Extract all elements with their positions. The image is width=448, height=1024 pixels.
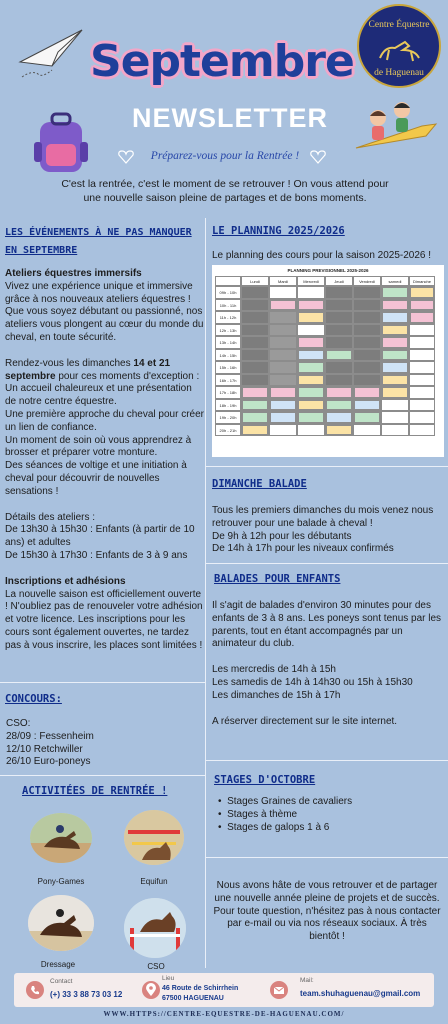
planning-hour-label: 09h - 10h [215,286,241,299]
photo-equifun [124,810,184,865]
concours-title: CONCOURS: [5,693,62,705]
planning-table [212,265,444,457]
ateliers-line-2: Une première approche du cheval pour créer un lien de confiance. [5,408,204,433]
planning-course-block [298,375,324,386]
location-icon [142,981,160,999]
planning-course-block [326,400,352,411]
planning-cell [269,361,297,374]
planning-day-header: Lundi [241,276,269,286]
enfants-line-2: Les samedis de 14h à 14h30 ou 15h à 15h30 [212,676,413,688]
stages-item-text: Stages de galops 1 à 6 [227,821,330,833]
lieu-line-2: 67500 HAGUENAU [162,995,224,1002]
separator-right-3 [205,760,448,761]
footer-bar [14,973,434,1007]
planning-course-block [382,325,408,336]
planning-cell [269,324,297,337]
enfants-block [212,600,442,728]
planning-course-block [326,425,352,436]
planning-cell [325,361,353,374]
intro-text: C'est la rentrée, c'est le moment de se retrouver ! On vous attend pour une nouvelle saison pleine de partages et de bons moments. [61,178,389,204]
planning-cell [297,286,325,299]
planning-cell [269,286,297,299]
contact-phone[interactable]: (+) 33 3 88 73 03 12 [50,990,123,999]
planning-cell [381,399,409,412]
planning-course-block [382,362,408,373]
planning-course-block [270,412,296,423]
planning-course-block [410,300,434,311]
dimanche-line-2: De 9h à 12h pour les débutants [212,530,352,542]
planning-cell [325,299,353,312]
planning-cell [409,361,435,374]
lieu-label: Lieu [162,975,175,982]
planning-course-block [298,400,324,411]
details-line-1: De 13h30 à 15h30 : Enfants (à partir de 10 ans) et adultes [5,524,195,549]
logo-line2: de Haguenau [374,68,424,78]
page-title: Septembre [90,36,354,87]
concours-item: 28/09 : Fessenheim [6,730,94,742]
enfants-text: Il s'agit de balades d'environ 30 minutes pour des enfants de 3 à 8 ans. Les poneys sont tenus par les parents, tout en étant accompagnés par un animateur du club. [212,600,442,650]
planning-course-block [410,312,434,323]
planning-cell [409,399,435,412]
planning-course-block [242,412,268,423]
caption-dressage: Dressage [40,960,76,969]
planning-cell [353,324,381,337]
planning-hour-label: 16h - 17h [215,374,241,387]
separator-right-4 [205,857,448,858]
planning-hour-label: 11h - 12h [215,311,241,324]
planning-cell [381,424,409,437]
page-subtitle: NEWSLETTER [132,103,328,133]
planning-cell [353,336,381,349]
planning-hour-label: 15h - 16h [215,361,241,374]
planning-intro: Le planning des cours pour la saison 2025-2026 ! [212,250,432,261]
dimanche-block [212,505,440,556]
planning-cell [353,311,381,324]
caption-pony-games: Pony-Games [37,877,85,886]
stages-item: • Stages Graines de cavaliers [218,796,353,807]
planning-corner [215,276,241,286]
caption-cso: CSO [147,962,165,971]
caption-equifun: Equifun [140,877,168,886]
mail-icon [270,981,288,999]
dates-text-b: 14 et 21 septembre [5,357,171,382]
planning-cell [325,336,353,349]
closing-text: Nous avons hâte de vous retrouver et de partager une nouvelle année pleine de projets et de succès. Pour toute question, n'hésitez pas à nous contacter par e-mail ou via nos réseaux sociaux. À très bientôt ! [213,880,441,943]
planning-cell [269,374,297,387]
mail-address[interactable]: team.shuhaguenau@gmail.com [300,989,421,998]
separator-right-2 [205,563,448,564]
events-title: LES ÉVÉNEMENTS À NE PAS MANQUER EN SEPTEMBRE [5,227,192,256]
dimanche-line-1: Tous les premiers dimanches du mois venez nous retrouver pour une balade à cheval ! [212,505,434,529]
inscriptions-title: Inscriptions et adhésions [5,575,126,587]
planning-day-header: Dimanche [409,276,435,286]
enfants-line-3: Les dimanches de 15h à 17h [212,689,341,701]
ateliers-line-1: Un accueil chaleureux et une présentation de notre centre équestre. [5,383,192,408]
planning-course-block [298,362,324,373]
planning-course-block [382,287,408,298]
planning-course-block [410,287,434,298]
stages-item-text: Stages à thème [227,808,298,820]
concours-list [6,718,196,769]
planning-cell [241,361,269,374]
planning-cell [409,424,435,437]
planning-hour-label: 13h - 14h [215,336,241,349]
planning-grid [215,276,441,452]
planning-cell [269,424,297,437]
planning-cell [241,311,269,324]
planning-course-block [382,350,408,361]
planning-course-block [382,375,408,386]
planning-cell [241,286,269,299]
separator-left-2 [0,775,205,776]
planning-hour-label: 19h - 20h [215,411,241,424]
backpack-icon [26,108,96,178]
planning-cell [353,361,381,374]
planning-day-header: Jeudi [325,276,353,286]
planning-cell [241,336,269,349]
planning-cell [297,424,325,437]
lieu-line-1: 46 Route de Schirrhein [162,985,239,992]
stages-item-text: Stages Graines de cavaliers [227,796,353,807]
planning-cell [241,374,269,387]
planning-course-block [298,412,324,423]
dates-text-a: Rendez-vous les dimanches [5,357,134,369]
activities-title: ACTIVITÉES DE RENTRÉE ! [22,785,168,797]
planning-course-block [382,387,408,398]
concours-item: 26/10 Euro-poneys [6,756,91,768]
planning-course-block [298,312,324,323]
planning-cell [325,286,353,299]
planning-cell [409,336,435,349]
planning-cell [409,386,435,399]
planning-cell [269,349,297,362]
details-title: Détails des ateliers : [5,511,96,523]
planning-cell [297,324,325,337]
club-logo [357,4,441,88]
ateliers-line-4: Des séances de voltige et une initiation à cheval pour découvrir de nouvelles sensations ! [5,460,187,497]
heart-right-icon [310,150,326,164]
planning-cell [381,411,409,424]
planning-cell [241,349,269,362]
stages-title: STAGES D'OCTOBRE [214,774,316,786]
planning-cell [269,311,297,324]
photo-pony-games [30,813,92,863]
planning-cell [353,374,381,387]
dates-text-c: pour ces moments d'exception : [55,370,200,382]
tagline: Préparez-vous pour la Rentrée ! [150,150,300,162]
horse-icon [375,36,425,64]
concours-item: 12/10 Retchwiller [6,743,83,755]
events-block [5,268,205,653]
planning-cell [353,286,381,299]
planning-cell [353,299,381,312]
planning-course-block [298,350,324,361]
planning-course-block [354,412,380,423]
details-line-2: De 15h30 à 17h30 : Enfants de 3 à 9 ans [5,549,188,561]
planning-table-title: PLANNING PREVISIONNEL 2025-2026 [287,268,369,273]
photo-cso [124,898,186,958]
planning-day-header: Vendredi [353,276,381,286]
planning-cell [325,324,353,337]
enfants-line-1: Les mercredis de 14h à 15h [212,664,336,676]
website-url[interactable]: WWW.HTTPS://CENTRE-EQUESTRE-DE-HAGUENAU.COM/ [103,1010,345,1018]
contact-label: Contact [50,978,73,985]
planning-hour-label: 20h - 21h [215,424,241,437]
planning-cell [353,424,381,437]
planning-course-block [270,400,296,411]
separator-left-1 [0,682,205,683]
logo-line1: Centre Équestre [368,20,430,30]
planning-course-block [242,425,268,436]
planning-cell [409,324,435,337]
stages-list [218,796,438,834]
planning-cell [325,311,353,324]
kids-pencil-illustration [352,96,444,158]
planning-course-block [298,337,324,348]
planning-course-block [382,300,408,311]
ateliers-title: Ateliers équestres immersifs [5,268,142,279]
stages-item: • Stages à thème [218,808,298,820]
phone-icon [26,981,44,999]
planning-cell [241,324,269,337]
planning-cell [241,299,269,312]
planning-cell [409,349,435,362]
planning-day-header: Mercredi [297,276,325,286]
planning-cell [409,374,435,387]
planning-course-block [270,300,296,311]
planning-hour-label: 14h - 15h [215,349,241,362]
planning-day-header: Mardi [269,276,297,286]
mail-label: Mail: [300,977,314,984]
separator-right-1 [205,466,448,467]
planning-cell [409,411,435,424]
inscriptions-text: La nouvelle saison est officiellement ouverte ! N'oubliez pas de renouveler votre adhésion et votre licence. Les inscriptions pour les cours sont également ouvertes, ne tardez pas à vous inscrire, les places sont limitées ! [5,588,203,651]
planning-course-block [298,300,324,311]
dimanche-line-3: De 14h à 17h pour les niveaux confirmés [212,543,394,555]
enfants-reservation: A réserver directement sur le site internet. [212,715,398,727]
ateliers-dates [5,358,205,384]
paper-plane-icon [12,22,87,82]
planning-course-block [382,337,408,348]
planning-day-header: samedi [381,276,409,286]
planning-course-block [298,387,324,398]
planning-cell [269,336,297,349]
planning-course-block [242,400,268,411]
dimanche-title: DIMANCHE BALADE [212,478,307,490]
planning-course-block [270,387,296,398]
planning-course-block [382,312,408,323]
planning-course-block [354,400,380,411]
planning-title: LE PLANNING 2025/2026 [212,225,345,237]
planning-course-block [326,412,352,423]
column-divider [205,218,206,968]
planning-hour-label: 17h - 18h [215,386,241,399]
planning-hour-label: 12h - 13h [215,324,241,337]
stages-item: • Stages de galops 1 à 6 [218,821,330,833]
photo-dressage [28,895,94,951]
planning-cell [353,349,381,362]
planning-course-block [326,387,352,398]
concours-label: CSO: [6,718,31,729]
planning-hour-label: 18h - 19h [215,399,241,412]
planning-course-block [354,387,380,398]
enfants-title: BALADES POUR ENFANTS [214,573,341,585]
planning-hour-label: 10h - 11h [215,299,241,312]
planning-cell [325,374,353,387]
ateliers-line-3: Un moment de soin où vous apprendrez à brosser et préparer votre monture. [5,434,192,459]
ateliers-text: Vivez une expérience unique et immersive grâce à nos nouveaux ateliers équestres ! Que vous soyez débutant ou passionné, nos ateliers vous plongent au cœur du monde du cheval, en toute sécurité. [5,280,204,343]
heart-left-icon [118,150,134,164]
planning-course-block [326,350,352,361]
planning-course-block [242,387,268,398]
